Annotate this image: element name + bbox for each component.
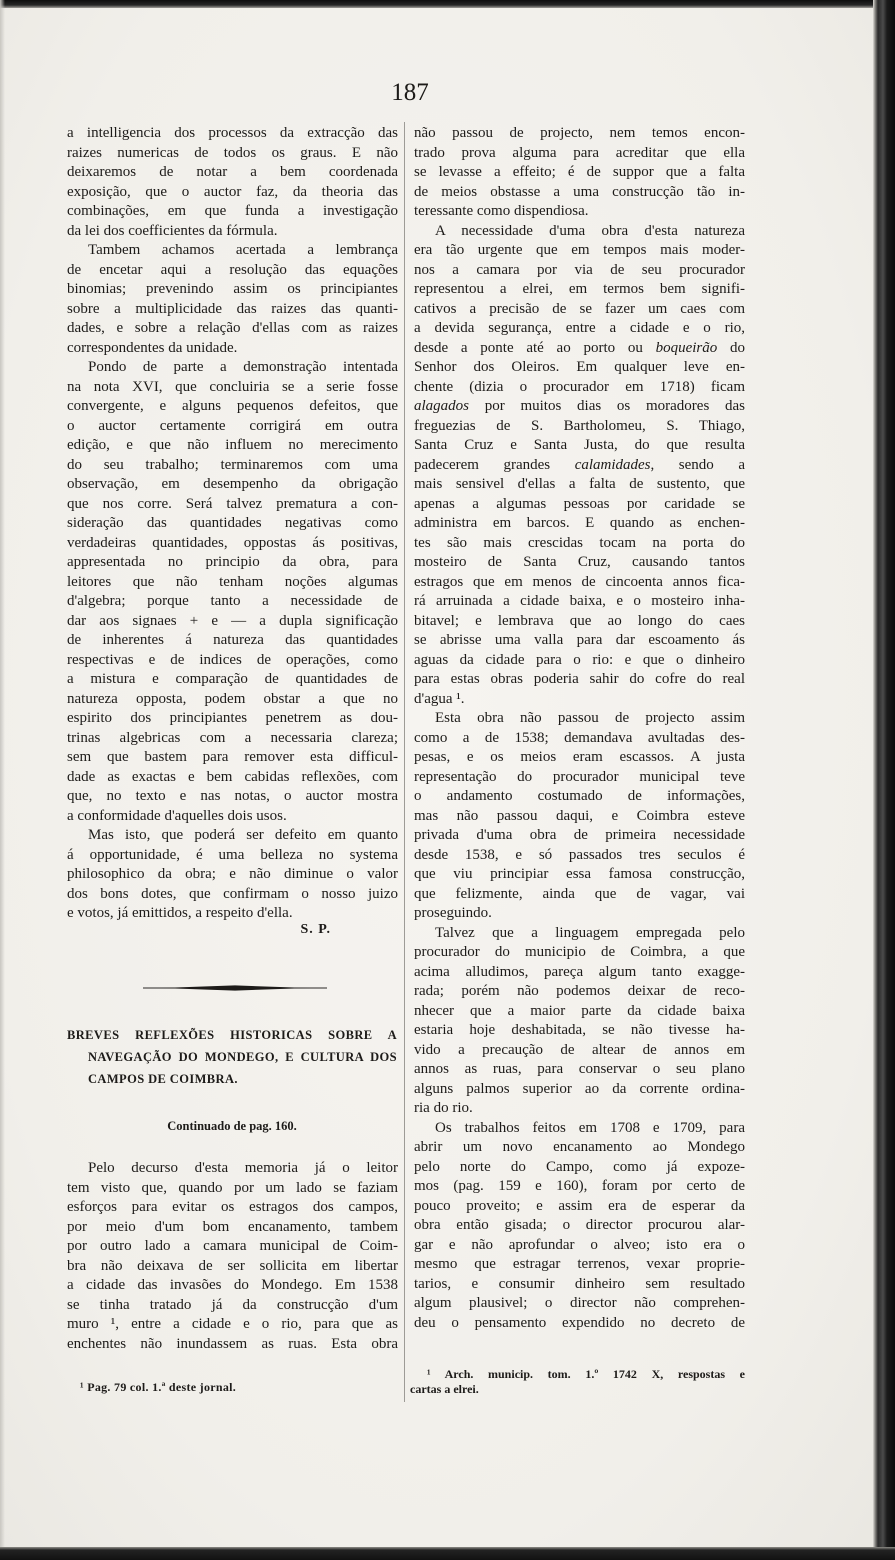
text-line: mas não passou daqui, e Coimbra esteve	[414, 807, 745, 824]
text-line: mosteiro de Santa Cruz, causando tantos	[414, 554, 745, 570]
text-line: cativos a precisão de se fazer um caes com	[414, 300, 745, 317]
text-line: nhecer que a maior parte da cidade baixa	[414, 1002, 745, 1019]
text-line: dade as exactas e bem cabidas reflexões, com	[67, 768, 398, 785]
text-line: Talvez que a linguagem empregada pelo	[435, 924, 745, 941]
text-line: o auctor certamente corrigirá em outra	[67, 417, 398, 434]
article-title-line: BREVES REFLEXÕES HISTORICAS SOBRE A	[67, 1028, 397, 1042]
text-line: convergente, e alguns pequenos defeitos, que	[67, 398, 398, 414]
text-line: Senhor dos Oleiros. Em qualquer leve en-	[414, 359, 745, 375]
page-number: 187	[391, 79, 429, 106]
text-line: respectivas e de indices de operações, como	[67, 651, 398, 668]
text-line: verdadeiras quantidades, oppostas ás positivas,	[67, 534, 398, 551]
text-line: nos a camara por via de seu procurador	[414, 261, 745, 278]
review-text	[67, 124, 398, 924]
paragraph	[414, 924, 745, 1119]
text-line: que felizmente, ainda que de vagar, vai	[414, 885, 745, 902]
text-line: a devida segurança, entre a cidade e o rio,	[414, 320, 745, 336]
article-title	[67, 1024, 397, 1090]
scan-edge-left	[0, 0, 5, 1560]
text-line: pesas, e os meios eram escassos. A justa	[414, 749, 745, 765]
text-line: sem que bastem para remover esta difficul-	[67, 749, 398, 765]
text-line: não passou de projecto, nem temos encon-	[414, 125, 745, 141]
text-line: representação do procurador municipal teve	[414, 768, 745, 785]
text-segment: desde a ponte até ao porto ou	[414, 339, 656, 356]
text-line: enchentes não inundassem as ruas. Esta obra	[67, 1335, 398, 1352]
text-line: observação, em desempenho da obrigação	[67, 476, 398, 492]
text-line: abrir um novo encanamento ao Mondego	[414, 1139, 745, 1155]
text-line: de inherentes á natureza das quantidades	[67, 632, 398, 648]
text-line: a mistura e comparação de quantidades de	[67, 671, 398, 687]
text-line: que viu principiar essa famosa construcção,	[414, 866, 745, 882]
text-line: Tambem achamos acertada a lembrança	[88, 242, 398, 258]
scan-edge-right-binding	[873, 0, 895, 1560]
text-line: aguas da cidade para o rio: e que o dinheiro	[414, 651, 745, 668]
text-line: obra então gisada; o director procurou alar-	[414, 1217, 745, 1233]
text-line: correspondentes da unidade.	[67, 339, 238, 356]
text-line: trinas algebricas com a necessaria clareza;	[67, 729, 398, 746]
text-segment: por muitos dias os moradores das	[469, 398, 745, 414]
text-line: leitores que não tenham noções algumas	[67, 573, 398, 590]
text-line: proseguindo.	[414, 905, 492, 921]
text-line: mesmo que estragar terrenos, vexar proprie-	[414, 1256, 745, 1272]
text-line: dades, e sobre a relação d'ellas com as raizes	[67, 320, 398, 336]
article-title-line: NAVEGAÇÃO DO MONDEGO, E CULTURA DOS	[88, 1050, 397, 1064]
review-signature: S. P.	[300, 922, 331, 937]
paragraph	[67, 826, 398, 924]
text-line: sideração das quantidades negativas como	[67, 515, 398, 531]
text-line: administra em barcos. E quando as enchen-	[414, 515, 745, 531]
paragraph	[67, 358, 398, 826]
text-line: ria do rio.	[414, 1100, 473, 1116]
text-line: Os trabalhos feitos em 1708 e 1709, para	[435, 1119, 745, 1136]
footnote-line: cartas a elrei.	[410, 1382, 479, 1396]
text-line: edição, e que não influem no merecimento	[67, 437, 398, 453]
text-line: appresentada no principio da obra, para	[67, 554, 398, 570]
text-line: vido a precaução de altear de annos em	[414, 1041, 745, 1058]
text-line: a cidade das invasões do Mondego. Em 1538	[67, 1277, 398, 1293]
text-line: annos as ruas, para conservar o seu plano	[414, 1061, 745, 1077]
footnote-right	[410, 1367, 745, 1397]
text-line: da lei dos coefficientes da fórmula.	[67, 222, 278, 239]
text-line: d'algebra; porque tanto a necessidade de	[67, 593, 398, 609]
text-line: freguezias de S. Bartholomeu, S. Thiago,	[414, 417, 745, 434]
paragraph	[414, 709, 745, 924]
text-line: de meios obstasse a uma construcção tão in-	[414, 183, 745, 200]
text-line: tes são mais crescidas tocam na porta do	[414, 534, 745, 551]
text-line: Esta obra não passou de projecto assim	[435, 710, 745, 726]
text-line: alguns palmos superior ao da corrente ordina-	[414, 1080, 745, 1097]
rule-swell	[161, 985, 309, 990]
article-column-left	[67, 1159, 398, 1354]
text-line: e votos, já emittidos, a respeito d'ella.	[67, 905, 293, 921]
italic-term: alagados	[414, 398, 470, 414]
column-divider	[404, 122, 405, 1402]
text-line: era tão urgente que em tempos mais moder-	[414, 242, 745, 258]
text-line: dar aos signaes + e — a dupla significação	[67, 612, 398, 629]
text-line: Pelo decurso d'esta memoria já o leitor	[88, 1160, 398, 1176]
text-line: na nota XVI, que concluiria se a serie fosse	[67, 378, 398, 395]
article-title-line: CAMPOS DE COIMBRA.	[88, 1072, 238, 1086]
text-line: deu o pensamento expendido no decreto de	[414, 1314, 745, 1331]
text-line: binomias; prevenindo assim os principiantes	[67, 281, 398, 297]
text-line: dos bons dotes, que confirmam o nosso juizo	[67, 885, 398, 902]
text-line: como a de 1538; demandava avultadas des-	[414, 729, 745, 746]
text-line: exposição, que o auctor faz, da theoria das	[67, 183, 398, 200]
continued-note: Continuado de pag. 160.	[167, 1119, 297, 1133]
text-line: algum plausivel; o director não comprehen-	[414, 1295, 745, 1311]
paragraph	[414, 222, 745, 710]
text-line: tarios, e consumir dinheiro sem resultado	[414, 1275, 745, 1292]
text-line: que nos corre. Será talvez prematura a con-	[67, 495, 398, 512]
text-segment: do	[717, 339, 745, 356]
text-line: se tinha tratado já da construcção d'um	[67, 1296, 398, 1313]
footnote-line: ¹ Pag. 79 col. 1.ª deste jornal.	[80, 1380, 237, 1394]
text-line	[414, 456, 745, 476]
text-line: se abrisse uma valla para dar escoamento ás	[414, 632, 745, 648]
text-line: estragos que em menos de cincoenta annos fica-	[414, 573, 745, 590]
text-line: para estas obras poderia sahir do cofre do real	[414, 671, 745, 687]
section-divider-rule	[143, 982, 327, 994]
text-line: pouco proveito; e assim era de esperar da	[414, 1197, 745, 1214]
text-line: bitavel; e lembrava que ao longo do caes	[414, 612, 745, 629]
text-line: privada d'uma obra de primeira necessidade	[414, 827, 745, 843]
text-line: á opportunidade, é uma belleza no systema	[67, 846, 398, 863]
text-line: natureza opposta, podem obstar a que no	[67, 690, 398, 707]
text-line: sobre a multiplicidade das raizes das quanti-	[67, 300, 398, 317]
paragraph	[414, 1119, 745, 1334]
text-line: espirito dos principiantes penetrem as dou-	[67, 710, 398, 726]
text-line: chente (dizia o procurador em 1718) ficam	[414, 378, 745, 395]
text-line: do seu trabalho; terminaremos com uma	[67, 456, 398, 473]
text-line: Pondo de parte a demonstração intentada	[88, 359, 398, 375]
text-line: apenas a algumas pessoas por caridade se	[414, 495, 745, 512]
scan-edge-bottom	[0, 1547, 895, 1560]
text-line: tem visto que, quando por um lado se faziam	[67, 1179, 398, 1196]
italic-term: calamidades	[574, 456, 651, 473]
text-line: desde 1538, e só passados tres seculos é	[414, 846, 745, 863]
text-line: procurador do municipio de Coimbra, a que	[414, 944, 745, 960]
footnote-left	[80, 1380, 398, 1395]
paragraph	[67, 241, 398, 358]
text-line: A necessidade d'uma obra d'esta natureza	[435, 222, 745, 239]
text-line: Santa Cruz e Santa Justa, do que resulta	[414, 437, 745, 453]
text-line: d'agua ¹.	[414, 690, 465, 707]
text-line: deixaremos de notar a bem coordenada	[67, 164, 398, 180]
paragraph	[67, 1159, 398, 1354]
text-line: esforços para evitar os estragos dos campos,	[67, 1199, 398, 1215]
text-line: muro ¹, entre a cidade e o rio, para que as	[67, 1316, 398, 1332]
text-line	[414, 339, 745, 359]
text-line: se levasse a effeito; é de suppor que a falta	[414, 164, 745, 180]
text-line: a conformidade d'aquelles dois usos.	[67, 807, 287, 824]
text-line: de encetar aqui a resolução das equações	[67, 261, 398, 278]
text-line: bra não deixava de ser sollicita em libertar	[67, 1257, 398, 1274]
text-segment: , sendo a	[650, 456, 745, 473]
text-line: pelo norte do Campo, como já expoze-	[414, 1158, 745, 1175]
text-line: representou a elrei, em termos bem signifi-	[414, 281, 745, 297]
text-line: philosophico da obra; e não diminue o valor	[67, 866, 398, 882]
italic-term: boqueirão	[655, 339, 718, 356]
text-line: por outro lado a camara municipal de Coim-	[67, 1238, 398, 1254]
text-line: trado prova alguma para acreditar que ella	[414, 144, 745, 161]
text-line: que, no texto e nas notas, o auctor mostra	[67, 788, 398, 804]
text-line: combinações, em que funda a investigação	[67, 203, 398, 219]
text-line: a intelligencia dos processos da extracção das	[67, 125, 398, 141]
scan-edge-top	[0, 0, 895, 8]
text-line: acima alludimos, pareça algum tanto exagge-	[414, 963, 745, 980]
text-line: por meio d'um bom encanamento, tambem	[67, 1218, 398, 1235]
text-line: Mas isto, que poderá ser defeito em quanto	[88, 827, 398, 843]
article-column-right	[414, 124, 745, 1333]
text-line: mais sensivel d'ellas a falta de sustento, que	[414, 476, 745, 492]
paragraph	[414, 124, 745, 222]
text-line: o andamento costumado de informações,	[414, 788, 745, 804]
text-segment: padecerem grandes	[414, 456, 575, 473]
paragraph	[67, 124, 398, 241]
text-line: rada; porém não podemos deixar de reco-	[414, 983, 745, 999]
text-line: rá arruinada a cidade baixa, e o mosteiro inha-	[414, 593, 745, 609]
text-line: raizes numericas de todos os graus. E não	[67, 144, 398, 161]
text-line: estaria hoje deshabitada, se não tivesse ha-	[414, 1022, 745, 1038]
text-line: teressante como dispendiosa.	[414, 203, 589, 219]
footnote-line: ¹ Arch. municip. tom. 1.º 1742 X, respostas e	[427, 1367, 745, 1381]
text-line	[414, 397, 745, 417]
text-line: mos (pag. 159 e 160), foram por certo de	[414, 1178, 745, 1194]
text-line: gar e não aprofundar o alveo; isto era o	[414, 1236, 745, 1253]
